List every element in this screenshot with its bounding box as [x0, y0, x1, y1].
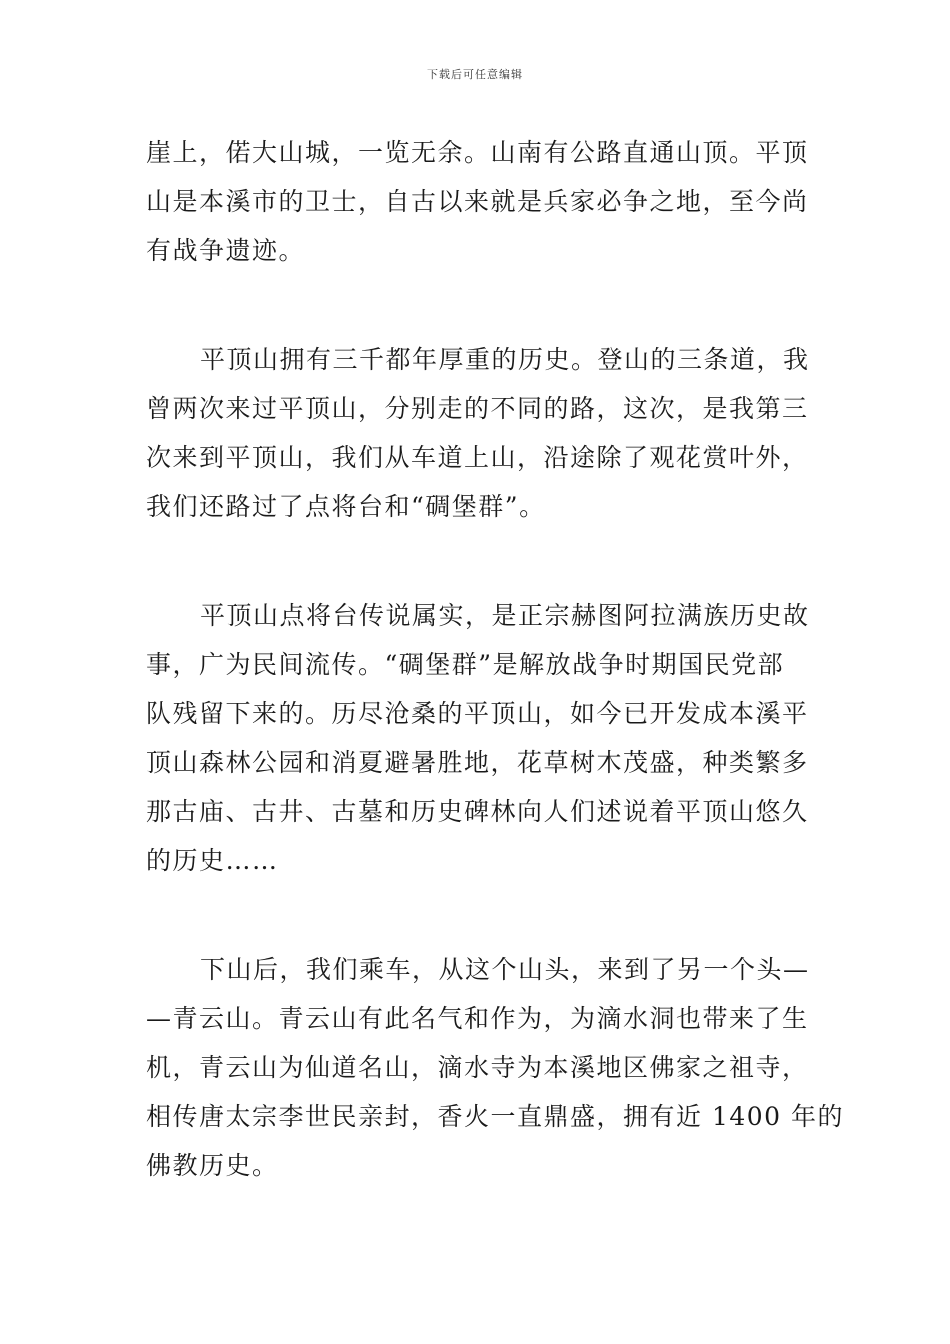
text-line: 顶山森林公园和消夏避暑胜地，花草树木茂盛，种类繁多	[146, 748, 809, 777]
paragraph-3	[146, 591, 810, 885]
text-line: 崖上，偌大山城，一览无余。山南有公路直通山顶。平顶	[146, 138, 809, 167]
text-line: 佛教历史。	[146, 1151, 279, 1180]
paragraph-gap	[146, 885, 806, 945]
paragraph-2	[146, 335, 810, 531]
text-line: 相传唐太宗李世民亲封，香火一直鼎盛，拥有近 1400 年的	[146, 1102, 845, 1131]
text-line: 平顶山拥有三千都年厚重的历史。登山的三条道，我	[200, 345, 810, 374]
page-header: 下载后可任意编辑	[427, 68, 523, 81]
paragraph-gap	[146, 531, 806, 591]
text-line: 我们还路过了点将台和“碉堡群”。	[146, 492, 546, 521]
text-line: 的历史……	[146, 846, 279, 875]
text-line: 事，广为民间流传。“碉堡群”是解放战争时期国民党部	[146, 650, 785, 679]
text-line: 有战争遗迹。	[146, 236, 306, 265]
text-line: 下山后，我们乘车，从这个山头，来到了另一个头—	[200, 955, 810, 984]
text-line: 山是本溪市的卫士，自古以来就是兵家必争之地，至今尚	[146, 187, 809, 216]
paragraph-4	[146, 945, 845, 1190]
document-body	[146, 128, 845, 1190]
text-line: 曾两次来过平顶山，分别走的不同的路，这次，是我第三	[146, 394, 809, 423]
text-line: 机，青云山为仙道名山，滴水寺为本溪地区佛家之祖寺，	[146, 1053, 809, 1082]
text-line: —青云山。青云山有此名气和作为，为滴水洞也带来了生	[146, 1004, 809, 1033]
text-line: 那古庙、古井、古墓和历史碑林向人们述说着平顶山悠久	[146, 797, 809, 826]
paragraph-1	[146, 128, 809, 275]
paragraph-gap	[146, 275, 806, 335]
text-line: 平顶山点将台传说属实，是正宗赫图阿拉满族历史故	[200, 601, 810, 630]
text-line: 次来到平顶山，我们从车道上山，沿途除了观花赏叶外，	[146, 443, 809, 472]
text-line: 队残留下来的。历尽沧桑的平顶山，如今已开发成本溪平	[146, 699, 809, 728]
